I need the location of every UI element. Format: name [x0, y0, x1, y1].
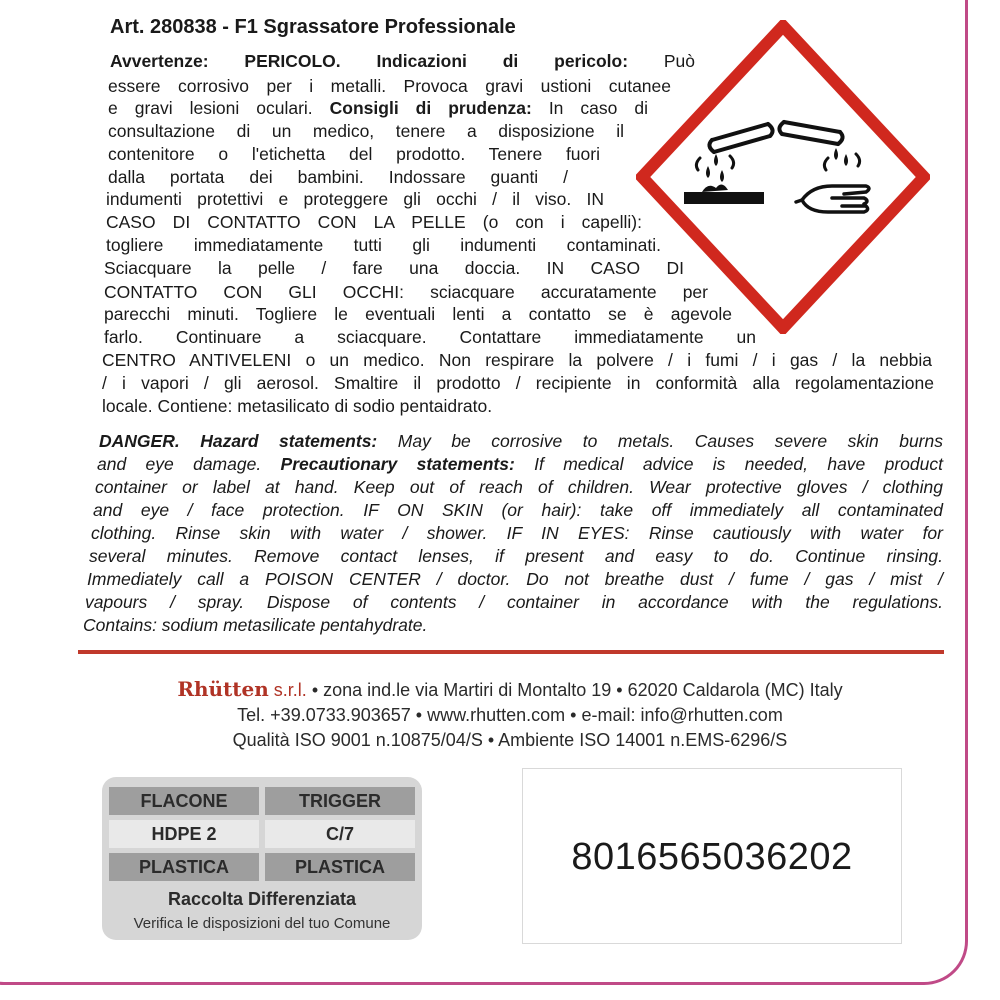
english-text-segment: May be corrosive to metals. Causes severe skin burns — [377, 431, 943, 451]
italian-text-segment: CENTRO ANTIVELENI o un medico. Non respirare la polvere / i fumi / i gas / la nebbia — [102, 350, 932, 370]
italian-text-line — [102, 373, 934, 394]
italian-text-line — [102, 396, 582, 417]
english-text-line — [83, 476, 943, 499]
english-text-segment: If medical advice is needed, have product — [514, 454, 943, 474]
english-text-line — [83, 545, 943, 568]
english-text-segment: and eye damage. — [97, 454, 281, 474]
italian-text-line — [108, 167, 568, 188]
company-certifications: Qualità ISO 9001 n.10875/04/S • Ambiente ISO 14001 n.EMS-6296/S — [232, 730, 788, 750]
italian-text-line — [106, 189, 604, 210]
italian-text-line — [110, 51, 695, 72]
italian-text-segment: In caso di — [531, 98, 648, 118]
english-text-line — [83, 614, 943, 637]
company-address: • zona ind.le via Martiri di Montalto 19 • 62020 Caldarola (MC) Italy — [311, 680, 843, 700]
brand-logo: Rhütten — [177, 677, 269, 701]
italian-text-line — [106, 212, 642, 233]
italian-text-line — [106, 235, 661, 256]
company-info — [60, 677, 960, 753]
english-warning-text — [83, 430, 943, 637]
italian-text-line — [102, 350, 932, 371]
italian-text-segment: parecchi minuti. Togliere le eventuali lenti a contatto se è agevole — [104, 304, 732, 324]
italian-text-segment: / i vapori / gli aerosol. Smaltire il prodotto / recipiente in conformità alla regolamentazione — [102, 373, 934, 393]
english-text-segment: and eye / face protection. IF ON SKIN (or hair): take off immediately all contaminated — [93, 500, 943, 520]
italian-text-segment: locale. Contiene: metasilicato di sodio pentaidrato. — [102, 396, 493, 416]
italian-text-segment: e gravi lesioni oculari. — [108, 98, 330, 118]
recycling-material-bottle: PLASTICA — [109, 853, 259, 881]
italian-text-segment: contenitore o l'etichetta del prodotto. Tenere fuori — [108, 144, 600, 164]
italian-text-segment: Può — [628, 51, 696, 71]
recycling-subtitle: Verifica le disposizioni del tuo Comune — [133, 915, 391, 932]
barcode-box — [522, 768, 902, 944]
italian-text-segment: CASO DI CONTATTO CON LA PELLE (o con i capelli): — [106, 212, 642, 232]
recycling-title: Raccolta Differenziata — [167, 889, 357, 909]
italian-text-line — [104, 282, 708, 303]
recycling-panel — [102, 777, 422, 940]
italian-text-line — [104, 258, 684, 279]
recycling-code-trigger: C/7 — [265, 820, 415, 848]
italian-text-segment: indumenti protettivi e proteggere gli occhi / il viso. IN — [106, 189, 604, 209]
english-text-line — [83, 591, 943, 614]
section-divider — [78, 650, 944, 654]
recycling-material-trigger: PLASTICA — [265, 853, 415, 881]
italian-text-line — [108, 121, 624, 142]
italian-text-segment: consultazione di un medico, tenere a disposizione il — [108, 121, 624, 141]
italian-text-segment: Sciacquare la pelle / fare una doccia. IN CASO DI — [104, 258, 684, 278]
italian-text-segment: essere corrosivo per i metalli. Provoca gravi ustioni cutanee — [108, 76, 671, 96]
english-text-segment: vapours / spray. Dispose of contents / container in accordance with the regulations. — [85, 592, 943, 612]
english-text-segment: several minutes. Remove contact lenses, if present and easy to do. Continue rinsing. — [89, 546, 943, 566]
english-text-segment: container or label at hand. Keep out of reach of children. Wear protective gloves / clothing — [95, 477, 943, 497]
italian-text-segment: togliere immediatamente tutti gli indumenti contaminati. — [106, 235, 661, 255]
italian-text-line — [108, 98, 648, 119]
english-text-line — [83, 568, 943, 591]
italian-text-line — [108, 76, 671, 97]
english-text-line — [83, 499, 943, 522]
italian-text-heading: Consigli di prudenza: — [329, 98, 532, 118]
english-text-heading: DANGER. Hazard statements: — [99, 431, 378, 451]
italian-text-line — [108, 144, 600, 165]
english-text-segment: clothing. Rinse skin with water / shower. IF IN EYES: Rinse cautiously with water for — [91, 523, 943, 543]
italian-text-segment: CONTATTO CON GLI OCCHI: sciacquare accuratamente per — [104, 282, 708, 302]
italian-text-heading: Avvertenze: PERICOLO. Indicazioni di pericolo: — [110, 51, 629, 71]
recycling-header-bottle: FLACONE — [109, 787, 259, 815]
company-contacts: Tel. +39.0733.903657 • www.rhutten.com • e-mail: info@rhutten.com — [237, 705, 783, 725]
english-text-segment: Immediately call a POISON CENTER / doctor. Do not breathe dust / fume / gas / mist / — [87, 569, 943, 589]
english-text-line — [83, 430, 943, 453]
english-text-line — [83, 522, 943, 545]
italian-text-segment: dalla portata dei bambini. Indossare guanti / — [108, 167, 568, 187]
corrosion-icon — [636, 20, 930, 334]
company-legal-form: s.r.l. — [273, 680, 307, 700]
english-text-segment: Contains: sodium metasilicate pentahydrate. — [83, 615, 428, 635]
english-text-heading: Precautionary statements: — [280, 454, 515, 474]
recycling-code-bottle: HDPE 2 — [109, 820, 259, 848]
company-address-line — [60, 677, 960, 703]
english-text-line — [83, 453, 943, 476]
italian-text-segment: farlo. Continuare a sciacquare. Contattare immediatamente un — [104, 327, 756, 347]
product-title: Art. 280838 - F1 Sgrassatore Professionale — [110, 16, 516, 38]
barcode-number: 8016565036202 — [571, 836, 853, 878]
recycling-header-trigger: TRIGGER — [265, 787, 415, 815]
